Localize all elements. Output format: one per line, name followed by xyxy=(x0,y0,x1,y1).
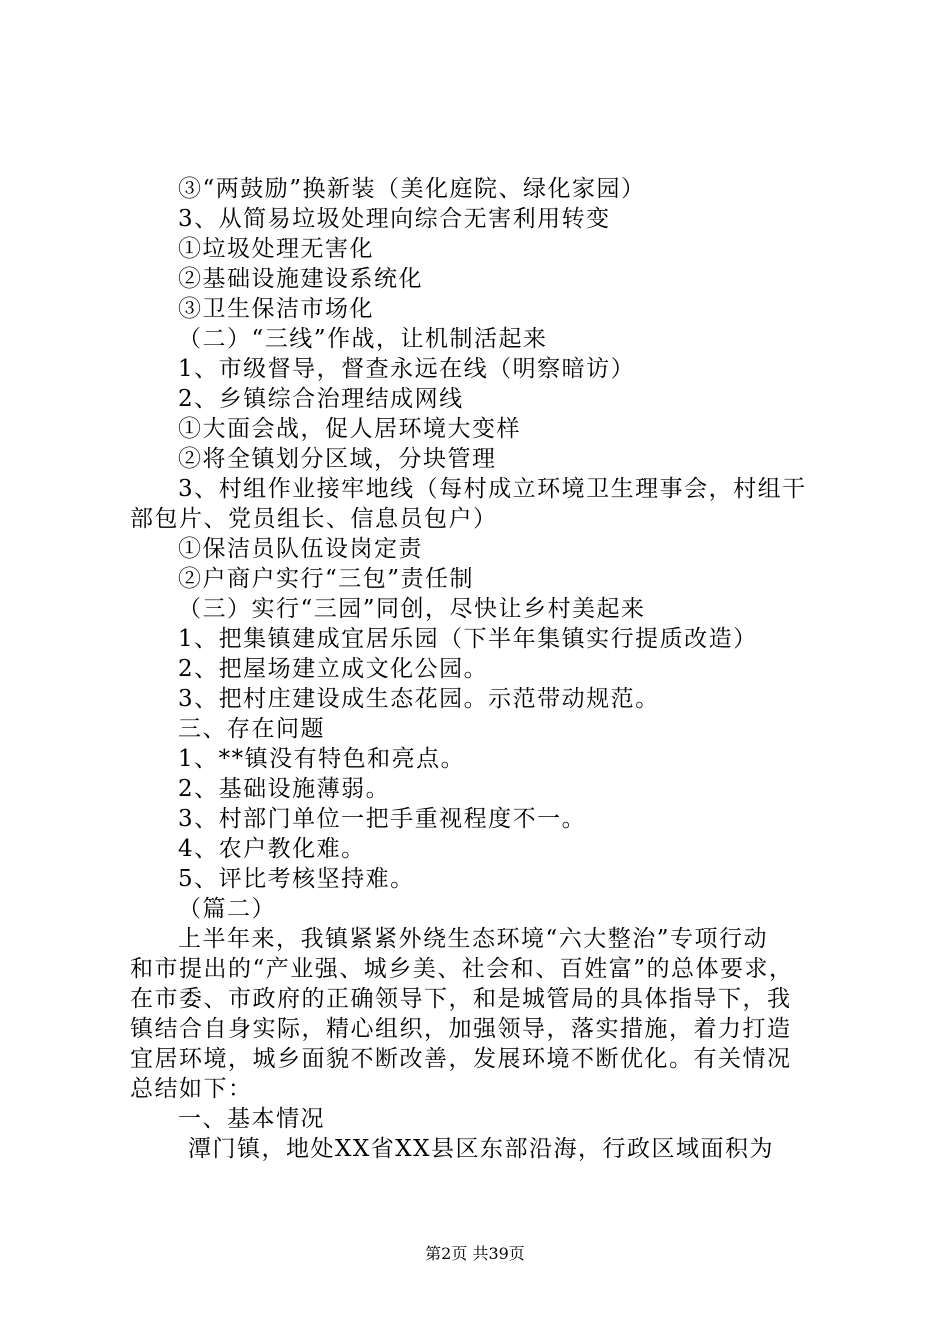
section-heading: （三）实行“三园”同创，尽快让乡村美起来 xyxy=(178,596,646,622)
text-line: ②基础设施建设系统化 xyxy=(178,266,423,292)
text-line: ③“两鼓励”换新装（美化庭院、绿化家园） xyxy=(178,176,646,202)
text-line: 部包片、党员组长、信息员包户） xyxy=(130,506,498,532)
section-heading: （二）“三线”作战，让机制活起来 xyxy=(178,326,548,352)
text-line: 4、农户教化难。 xyxy=(178,836,366,862)
text-line: 3、把村庄建设成生态花园。示范带动规范。 xyxy=(178,686,660,712)
text-line: 和市提出的“产业强、城乡美、社会和、百姓富”的总体要求， xyxy=(130,956,794,982)
section-heading: 一、基本情况 xyxy=(178,1106,325,1132)
text-line: 3、村部门单位一把手重视程度不一。 xyxy=(178,806,587,832)
text-line: ②将全镇划分区域，分块管理 xyxy=(178,446,497,472)
text-line: 2、基础设施薄弱。 xyxy=(178,776,391,802)
text-line: 3、从简易垃圾处理向综合无害利用转变 xyxy=(178,206,611,232)
page-footer: 第2页 共39页 xyxy=(425,1244,525,1263)
text-line: 在市委、市政府的正确领导下，和是城管局的具体指导下，我 xyxy=(130,986,792,1012)
text-line: ①大面会战，促人居环境大变样 xyxy=(178,416,521,442)
section-heading: 三、存在问题 xyxy=(178,716,325,742)
text-line: 总结如下： xyxy=(130,1076,253,1102)
text-line: 3、村组作业接牢地线（每村成立环境卫生理事会，村组干 xyxy=(178,476,807,502)
text-line: 1、市级督导，督查永远在线（明察暗访） xyxy=(178,356,636,382)
text-line: ③卫生保洁市场化 xyxy=(178,296,374,322)
text-line: 2、乡镇综合治理结成网线 xyxy=(178,386,464,412)
text-line: ②户商户实行“三包”责任制 xyxy=(178,566,475,592)
text-line: ①保洁员队伍设岗定责 xyxy=(178,536,423,562)
text-line: 5、评比考核坚持难。 xyxy=(178,866,415,892)
text-line: 潭门镇，地处XX省XX县区东部沿海，行政区域面积为 xyxy=(188,1136,774,1162)
text-line: 1、把集镇建成宜居乐园（下半年集镇实行提质改造） xyxy=(178,626,758,652)
text-line: 上半年来，我镇紧紧外绕生态环境“六大整治”专项行动 xyxy=(178,926,769,952)
text-line: 2、把屋场建立成文化公园。 xyxy=(178,656,489,682)
text-line: 1、**镇没有特色和亮点。 xyxy=(178,746,466,772)
section-heading: （篇二） xyxy=(178,896,276,922)
text-line: 宜居环境，城乡面貌不断改善，发展环境不断优化。有关情况 xyxy=(130,1046,792,1072)
text-line: 镇结合自身实际，精心组织，加强领导，落实措施，着力打造 xyxy=(130,1016,792,1042)
text-line: ①垃圾处理无害化 xyxy=(178,236,374,262)
